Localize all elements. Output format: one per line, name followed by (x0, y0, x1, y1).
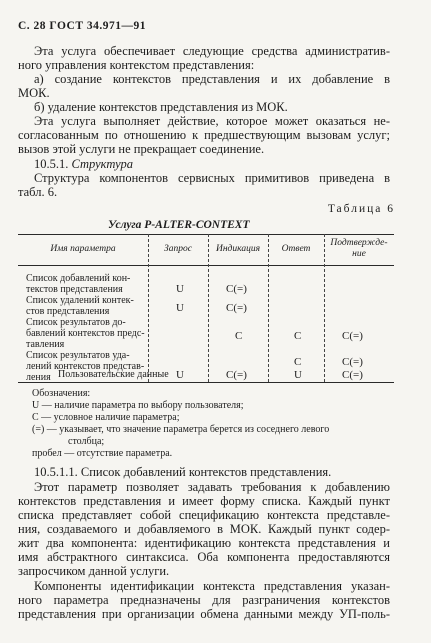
paragraph-line: Структура компонентов сервисных примитивов приведена в (34, 171, 390, 185)
paragraph-line: Компоненты идентификации контекста представления указан- (34, 579, 390, 593)
table-header-rule (18, 265, 394, 266)
table-column-divider (268, 234, 269, 382)
paragraph-line: контекстов представления и имеет форму списка. Каждый пункт (18, 494, 390, 508)
paragraph-line: представления при организации обмена данными между УП-поль- (18, 607, 390, 621)
table-row-param: Пользовательские данные (58, 369, 169, 380)
table-column-divider (208, 234, 209, 382)
section-number: 10.5.1. (34, 157, 69, 171)
table-row-param-cont: ления (26, 372, 51, 383)
table-bottom-rule (18, 382, 394, 383)
table-column-divider (148, 234, 149, 382)
table-cell: C (294, 330, 302, 342)
legend-item-cont: столбца; (68, 436, 105, 447)
paragraph-line: согласованным по отношению к предшествующим вызовам услуг; (18, 128, 390, 142)
page-header: С. 28 ГОСТ 34.971—91 (18, 20, 147, 32)
paragraph-line: ного управления контекстом представления: (18, 58, 255, 72)
legend-item: U — наличие параметра по выбору пользователя; (32, 400, 244, 411)
paragraph-line: вызов этой услуги не прекращает соединение. (18, 142, 265, 156)
table-row-param: Список добавлений кон- текстов представления (26, 273, 131, 295)
table-header-param: Имя параметра (50, 244, 116, 254)
table-cell: U (176, 302, 184, 314)
legend-item: C — условное наличие параметра; (32, 412, 180, 423)
paragraph-line: Эта услуга выполняет действие, которое может оказаться не- (34, 114, 390, 128)
paragraph-line: списка представляет собой спецификацию контекста представле- (18, 508, 390, 522)
subsection-heading: 10.5.1.1. Список добавлений контекстов представления. (34, 465, 332, 479)
legend-item: (=) — указывает, что значение параметра берется из соседнего левого (32, 424, 330, 435)
table-cell: C(=) (226, 369, 247, 381)
table-row-param: Список результатов уда- лений контекстов представ- (26, 350, 145, 372)
paragraph-line: жит два компонента: идентификацию контекста представления и (18, 536, 390, 550)
table-cell: C(=) (226, 283, 247, 295)
table-header-confirm: Подтвержде- ние (330, 238, 388, 259)
table-cell: C(=) (226, 302, 247, 314)
paragraph-line: табл. 6. (18, 185, 58, 199)
paragraph-line: имя абстрактного синтаксиса. Оба компонента предоставляются (18, 550, 390, 564)
paragraph-line: Эта услуга обеспечивает следующие средства административ- (34, 44, 390, 58)
table-title: Услуга P-ALTER-CONTEXT (108, 219, 250, 231)
table-cell: U (176, 369, 184, 381)
paragraph-line: ния, создаваемого и добавляемого в МОК. Каждый пункт содер- (18, 522, 390, 536)
paragraph-line: ного параметра предназначены для разграничения контекстов (18, 593, 390, 607)
list-item-a-cont: МОК. (18, 86, 50, 100)
table-cell: U (294, 369, 302, 381)
table-cell: C (294, 356, 302, 368)
legend-item: пробел — отсутствие параметра. (32, 448, 173, 459)
table-header-indication: Индикация (215, 244, 260, 254)
list-item-b: б) удаление контекстов представления из МОК. (34, 100, 288, 114)
section-heading (34, 157, 133, 171)
table-header-response: Ответ (281, 244, 311, 254)
table-cell: C(=) (342, 330, 363, 342)
paragraph-line: Этот параметр позволяет задавать требования к добавлению (34, 480, 390, 494)
legend-title: Обозначения: (32, 388, 91, 399)
table-top-rule (18, 234, 394, 235)
table-cell: U (176, 283, 184, 295)
table-caption: Таблица 6 (327, 203, 395, 215)
section-title: Структура (71, 157, 133, 171)
table-cell: C(=) (342, 356, 363, 368)
list-item-a: а) создание контекстов представления и их добавление в (34, 72, 390, 86)
table-row-param: Список удалений контек- стов представления (26, 295, 134, 317)
table-cell: C (235, 330, 243, 342)
table-header-request: Запрос (164, 244, 192, 254)
table-cell: C(=) (342, 369, 363, 381)
paragraph-line: запросчиком данной услуги. (18, 564, 170, 578)
table-row-param: Список результатов до- бавлений контекстов предс- тавления (26, 317, 145, 350)
